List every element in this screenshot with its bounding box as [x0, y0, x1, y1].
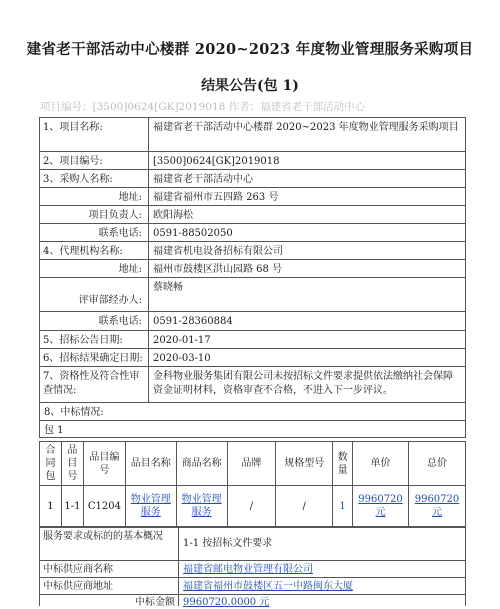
- row-value: 蔡晓畅: [153, 282, 183, 293]
- table-cell: 物业管理服务: [125, 486, 176, 527]
- row-value: 福建省老干部活动中心楼群 2020~2023 年度物业管理服务采购项目: [153, 122, 459, 133]
- row-project-name: [40, 118, 465, 151]
- row-label: 1、项目名称:: [40, 118, 149, 151]
- header-cell: 品目编号: [83, 442, 125, 486]
- table-cell: 1: [333, 486, 353, 527]
- row-value: 欧阳海松: [153, 210, 193, 221]
- row-result-date: [40, 348, 465, 366]
- items-header-row: [40, 442, 466, 486]
- row-label: 5、招标公告日期:: [40, 331, 149, 348]
- row-label: 地址:: [40, 260, 149, 277]
- table-cell: 9960720元: [409, 486, 466, 527]
- row-service-requirement: [40, 528, 465, 560]
- items-table: [39, 441, 466, 527]
- supplier-table: [39, 527, 466, 606]
- row-label: 联系电话:: [40, 224, 149, 241]
- row-value: 2020-01-17: [153, 335, 211, 346]
- table-cell: 1: [40, 486, 62, 527]
- row-label: 8、中标情况:: [44, 407, 104, 418]
- header-cell: 单价: [353, 442, 409, 486]
- row-label: 中标供应商地址: [40, 578, 179, 594]
- row-label: 项目负责人:: [40, 206, 149, 223]
- header-cell: 规格型号: [276, 442, 333, 486]
- row-value: 福建省邮电物业管理有限公司: [183, 564, 313, 575]
- info-table: [39, 117, 466, 438]
- row-reviewer: [40, 277, 465, 311]
- row-purchaser-address: [40, 187, 465, 205]
- row-supplier-name: [40, 560, 465, 577]
- row-agency-address: [40, 259, 465, 277]
- row-notice-date: [40, 330, 465, 348]
- table-cell: 物业管理服务: [176, 486, 227, 527]
- table-cell: 1-1: [61, 486, 83, 527]
- header-cell: 品目名称: [125, 442, 176, 486]
- table-cell: /: [227, 486, 276, 527]
- row-label: 7、资格性及符合性审查情况:: [40, 367, 149, 402]
- row-value: 0591-28360884: [153, 316, 233, 327]
- row-value: 福建省机电设备招标有限公司: [153, 246, 283, 257]
- row-award-amount: [40, 594, 465, 606]
- header-cell: 合同包: [40, 442, 62, 486]
- header-cell: 总价: [409, 442, 466, 486]
- row-label: 中标供应商名称: [40, 561, 179, 577]
- header-cell: 商品名称: [176, 442, 227, 486]
- row-label: 4、代理机构名称:: [40, 242, 149, 259]
- row-label: 包 1: [44, 425, 64, 436]
- row-agency-phone: [40, 311, 465, 330]
- row-label: 6、招标结果确定日期:: [40, 349, 149, 366]
- table-cell: C1204: [83, 486, 125, 527]
- announcement-title-line2: 结果公告(包 1): [201, 78, 299, 94]
- row-value: 福建省福州市鼓楼区五一中路闽东大厦: [183, 581, 353, 592]
- row-value: 福建省福州市五四路 263 号: [153, 192, 279, 203]
- table-cell: 9960720元: [353, 486, 409, 527]
- row-value: 1-1 按招标文件要求: [183, 538, 273, 549]
- announcement-title-line1: 建省老干部活动中心楼群 2020~2023 年度物业管理服务采购项目: [26, 41, 474, 58]
- row-value: 9960720.0000 元: [183, 597, 270, 608]
- row-value: 福州市鼓楼区洪山园路 68 号: [153, 264, 283, 275]
- row-label: 评审部经办人:: [40, 278, 149, 311]
- row-value: 0591-88502050: [153, 228, 233, 239]
- row-value: 金科物业服务集团有限公司未按招标文件要求提供依法缴纳社会保障资金证明材料，资格审查不合格，不进入下一步评议。: [153, 371, 453, 396]
- row-label: 服务要求或标的的基本概况: [40, 528, 179, 560]
- row-supplier-address: [40, 577, 465, 594]
- row-award-status: [40, 402, 465, 420]
- header-cell: 品牌: [227, 442, 276, 486]
- row-label: 联系电话:: [40, 312, 149, 330]
- row-value: [3500]0624[GK]2019018: [153, 156, 280, 167]
- row-label: 3、采购人名称:: [40, 170, 149, 187]
- row-value: 福建省老干部活动中心: [153, 174, 253, 185]
- row-package: [40, 420, 465, 437]
- row-qualification-review: [40, 366, 465, 402]
- row-purchaser-name: [40, 169, 465, 187]
- table-cell: /: [276, 486, 333, 527]
- row-label: 2、项目编号:: [40, 152, 149, 169]
- header-cell: 品目号: [61, 442, 83, 486]
- row-purchaser-phone: [40, 223, 465, 241]
- row-agency-name: [40, 241, 465, 259]
- row-project-number: [40, 151, 465, 169]
- row-label: 地址:: [40, 188, 149, 205]
- row-value: 2020-03-10: [153, 353, 211, 364]
- faint-meta-line: 项目编号：[3500]0624[GK]2019018 作者：福建省老干部活动中心: [40, 101, 366, 113]
- header-cell: 数量: [333, 442, 353, 486]
- row-project-manager: [40, 205, 465, 223]
- table-row: [40, 486, 466, 527]
- row-label: 中标金额: [40, 595, 179, 606]
